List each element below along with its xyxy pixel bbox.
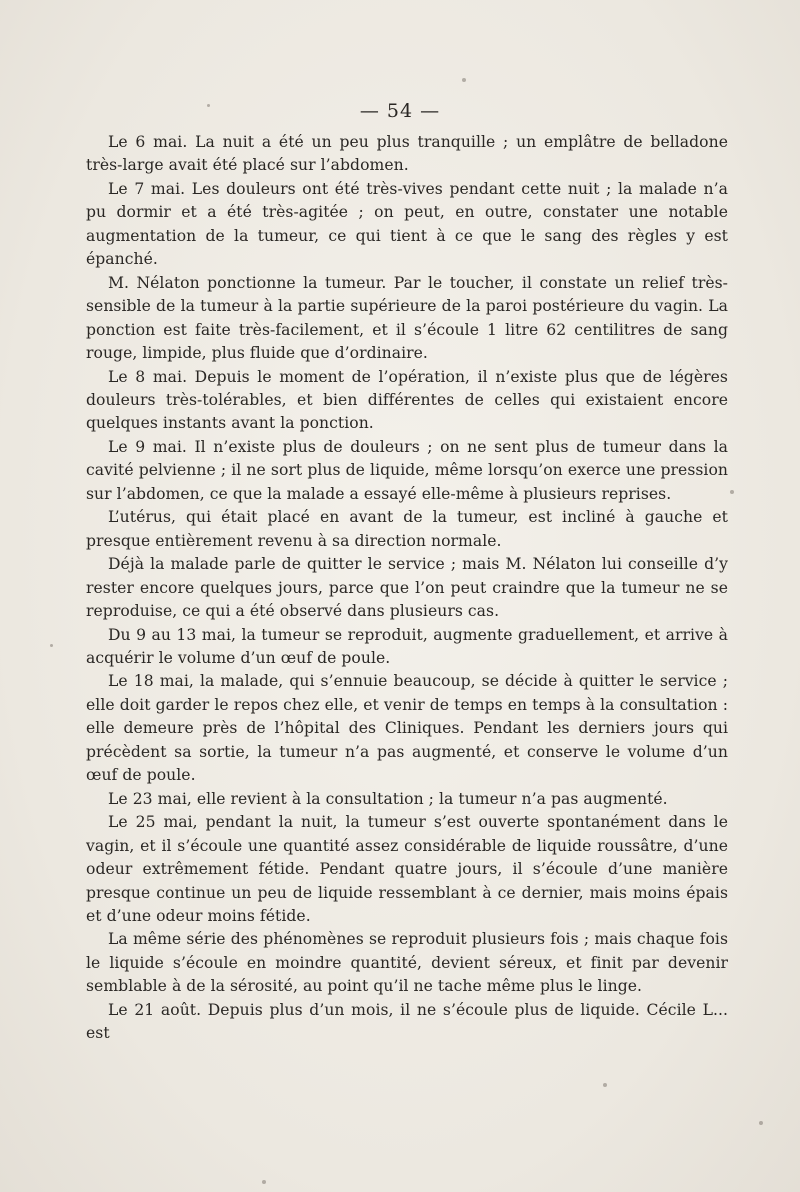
paragraph-may-8: Le 8 mai. Depuis le moment de l’opération, il n’existe plus que de légères douleurs très-tolérables, et bien différentes de celles qui existaient encore quelques instants avant la ponction.: [86, 367, 728, 433]
paragraph-may-9: Le 9 mai. Il n’existe plus de douleurs ; on ne sent plus de tumeur dans la cavité pelvienne ; il ne sort plus de liquide, même lorsqu’on exerce une pression sur l’abdomen, ce que la malade a essayé elle-même à plusieurs reprises.: [86, 437, 728, 503]
paragraph-august-21: Le 21 août. Depuis plus d’un mois, il ne s’écoule plus de liquide. Cécile L... est: [86, 1000, 728, 1043]
paragraph-series: La même série des phénomènes se reproduit plusieurs fois ; mais chaque fois le liquide s’écoule en moindre quantité, devient séreux, et finit par devenir semblable à de la sérosité, au point qu’il ne tache même plus le linge.: [86, 930, 728, 996]
paper-speck: [759, 1121, 763, 1125]
paper-speck: [730, 490, 734, 494]
text-body: [86, 131, 728, 1046]
paper-speck: [50, 644, 53, 647]
paragraph-leave-service: Déjà la malade parle de quitter le service ; mais M. Nélaton lui conseille d’y rester encore quelques jours, parce que l’on peut craindre que la tumeur ne se reproduise, ce qui a été observé dans plusieurs cas.: [86, 555, 728, 621]
paper-speck: [603, 1083, 607, 1087]
paragraph-uterus: L’utérus, qui était placé en avant de la tumeur, est incliné à gauche et presque entièrement revenu à sa direction normale.: [86, 508, 728, 550]
paragraph-may-25: Le 25 mai, pendant la nuit, la tumeur s’est ouverte spontanément dans le vagin, et il s’écoule une quantité assez considérable de liquide roussâtre, d’une odeur extrêmement fétide. Pendant quatre jours, il s’écoule d’une manière presque continue un peu de liquide ressemblant à ce dernier, mais moins épais et d’une odeur moins fétide.: [86, 813, 728, 925]
paper-speck: [462, 78, 466, 82]
paragraph-may-9-13: Du 9 au 13 mai, la tumeur se reproduit, augmente graduellement, et arrive à acquérir le volume d’un œuf de poule.: [86, 625, 728, 667]
paragraph-may-18: Le 18 mai, la malade, qui s’ennuie beaucoup, se décide à quitter le service ; elle doit garder le repos chez elle, et venir de temps en temps à la consultation : elle demeure près de l’hôpital des Cliniques. Pendant les derniers jours qui précèdent sa sortie, la tumeur n’a pas augmenté, et conserve le volume d’un œuf de poule.: [86, 672, 728, 785]
paragraph-may-7: Le 7 mai. Les douleurs ont été très-vives pendant cette nuit ; la malade n’a pu dormir et a été très-agitée ; on peut, en outre, constater une notable augmentation de la tumeur, ce qui tient à ce que le sang des règles y est épanché.: [86, 179, 728, 269]
page-number: — 54 —: [359, 100, 441, 122]
paragraph-may-6: Le 6 mai. La nuit a été un peu plus tranquille ; un emplâtre de belladone très-large avait été placé sur l’abdomen.: [86, 133, 728, 175]
paragraph-may-23: Le 23 mai, elle revient à la consultation ; la tumeur n’a pas augmenté.: [108, 789, 668, 808]
paragraph-puncture: M. Nélaton ponctionne la tumeur. Par le toucher, il constate un relief très-sensible de la tumeur à la partie supérieure de la paroi postérieure du vagin. La ponction est faite très-facilement, et il s’écoule 1 litre 62 centilitres de sang rouge, limpide, plus fluide que d’ordinaire.: [86, 273, 728, 363]
paper-speck: [207, 104, 210, 107]
paper-speck: [262, 1180, 266, 1184]
